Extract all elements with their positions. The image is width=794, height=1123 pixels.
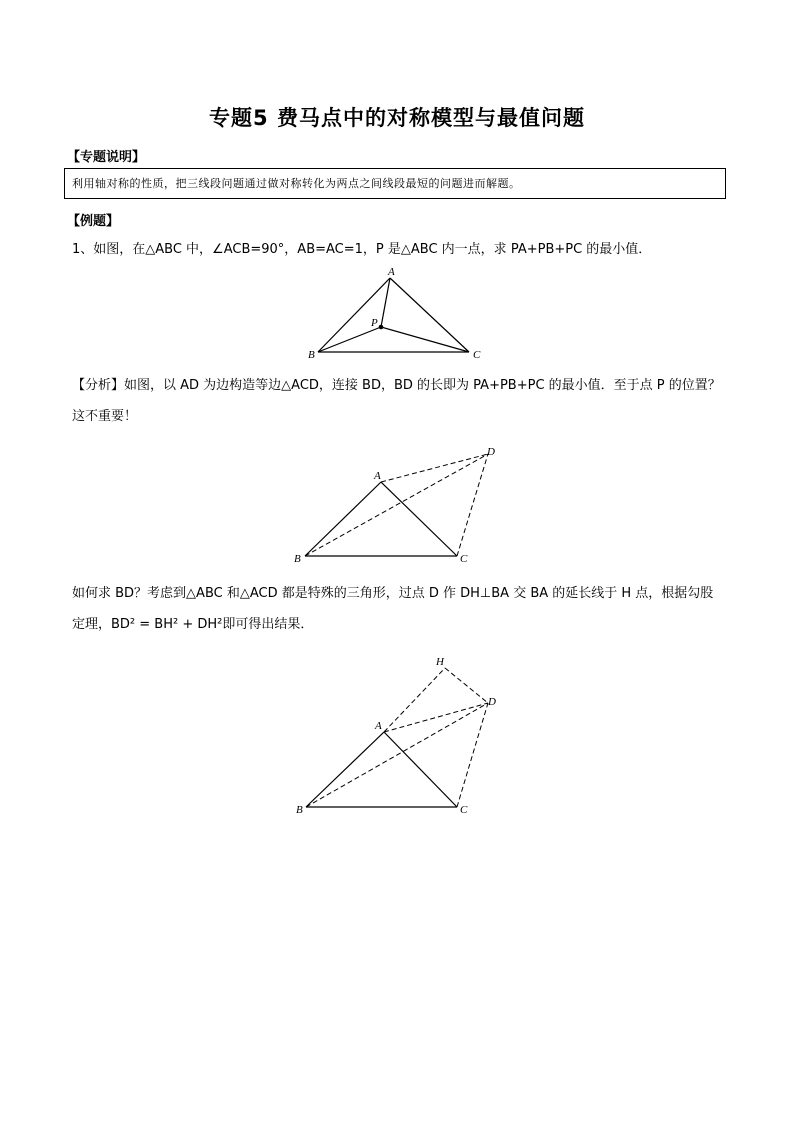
- label-d: D: [487, 446, 495, 458]
- intro-text: 利用轴对称的性质，把三线段问题通过做对称转化为两点之间线段最短的问题进而解题。: [72, 177, 521, 190]
- label-c: C: [473, 349, 481, 361]
- section-intro-label: 【专题说明】: [67, 150, 146, 165]
- segment-ac: [384, 732, 457, 807]
- segment-ab: [305, 482, 381, 556]
- page-title: 专题5 费马点中的对称模型与最值问题: [209, 106, 585, 130]
- label-b: B: [294, 553, 301, 565]
- segment-ab: [318, 278, 390, 352]
- segment-pb: [318, 327, 381, 352]
- segment-ah-extension: [384, 668, 445, 732]
- segment-cd-dashed: [457, 454, 488, 556]
- figure-3-perpendicular-dh: [290, 652, 505, 817]
- point-p: [379, 325, 384, 330]
- label-b: B: [308, 349, 315, 361]
- figure-1-triangle-abc-with-p: [300, 262, 500, 362]
- section-example-label: 【例题】: [67, 214, 120, 229]
- label-b: B: [296, 804, 303, 816]
- label-p: P: [371, 317, 378, 329]
- label-h: H: [436, 656, 444, 668]
- segment-hd: [445, 668, 488, 703]
- label-d: D: [488, 696, 496, 708]
- label-a: A: [388, 266, 395, 278]
- figure-2-equilateral-acd: [290, 440, 505, 570]
- label-c: C: [460, 804, 468, 816]
- label-a: A: [374, 470, 381, 482]
- problem-1-text: 1、如图，在△ABC 中，∠ACB=90°，AB=AC=1，P 是△ABC 内一点，求 PA+PB+PC 的最小值．: [72, 242, 652, 257]
- intro-note-box: [64, 168, 726, 199]
- step-2-text: 如何求 BD？考虑到△ABC 和△ACD 都是特殊的三角形，过点 D 作 DH⊥BA 交 BA 的延长线于 H 点，根据勾股定理，BD² = BH² + DH²即可得出结果．: [72, 586, 714, 632]
- label-c: C: [460, 553, 468, 565]
- segment-ad-dashed: [381, 454, 488, 482]
- segment-bd-dashed: [305, 454, 488, 556]
- label-a: A: [375, 720, 382, 732]
- segment-ac: [381, 482, 457, 556]
- segment-ad-dashed: [384, 703, 488, 732]
- analysis-text: 【分析】如图，以 AD 为边构造等边△ACD，连接 BD，BD 的长即为 PA+PB+PC 的最小值．至于点 P 的位置？这不重要！: [72, 378, 721, 424]
